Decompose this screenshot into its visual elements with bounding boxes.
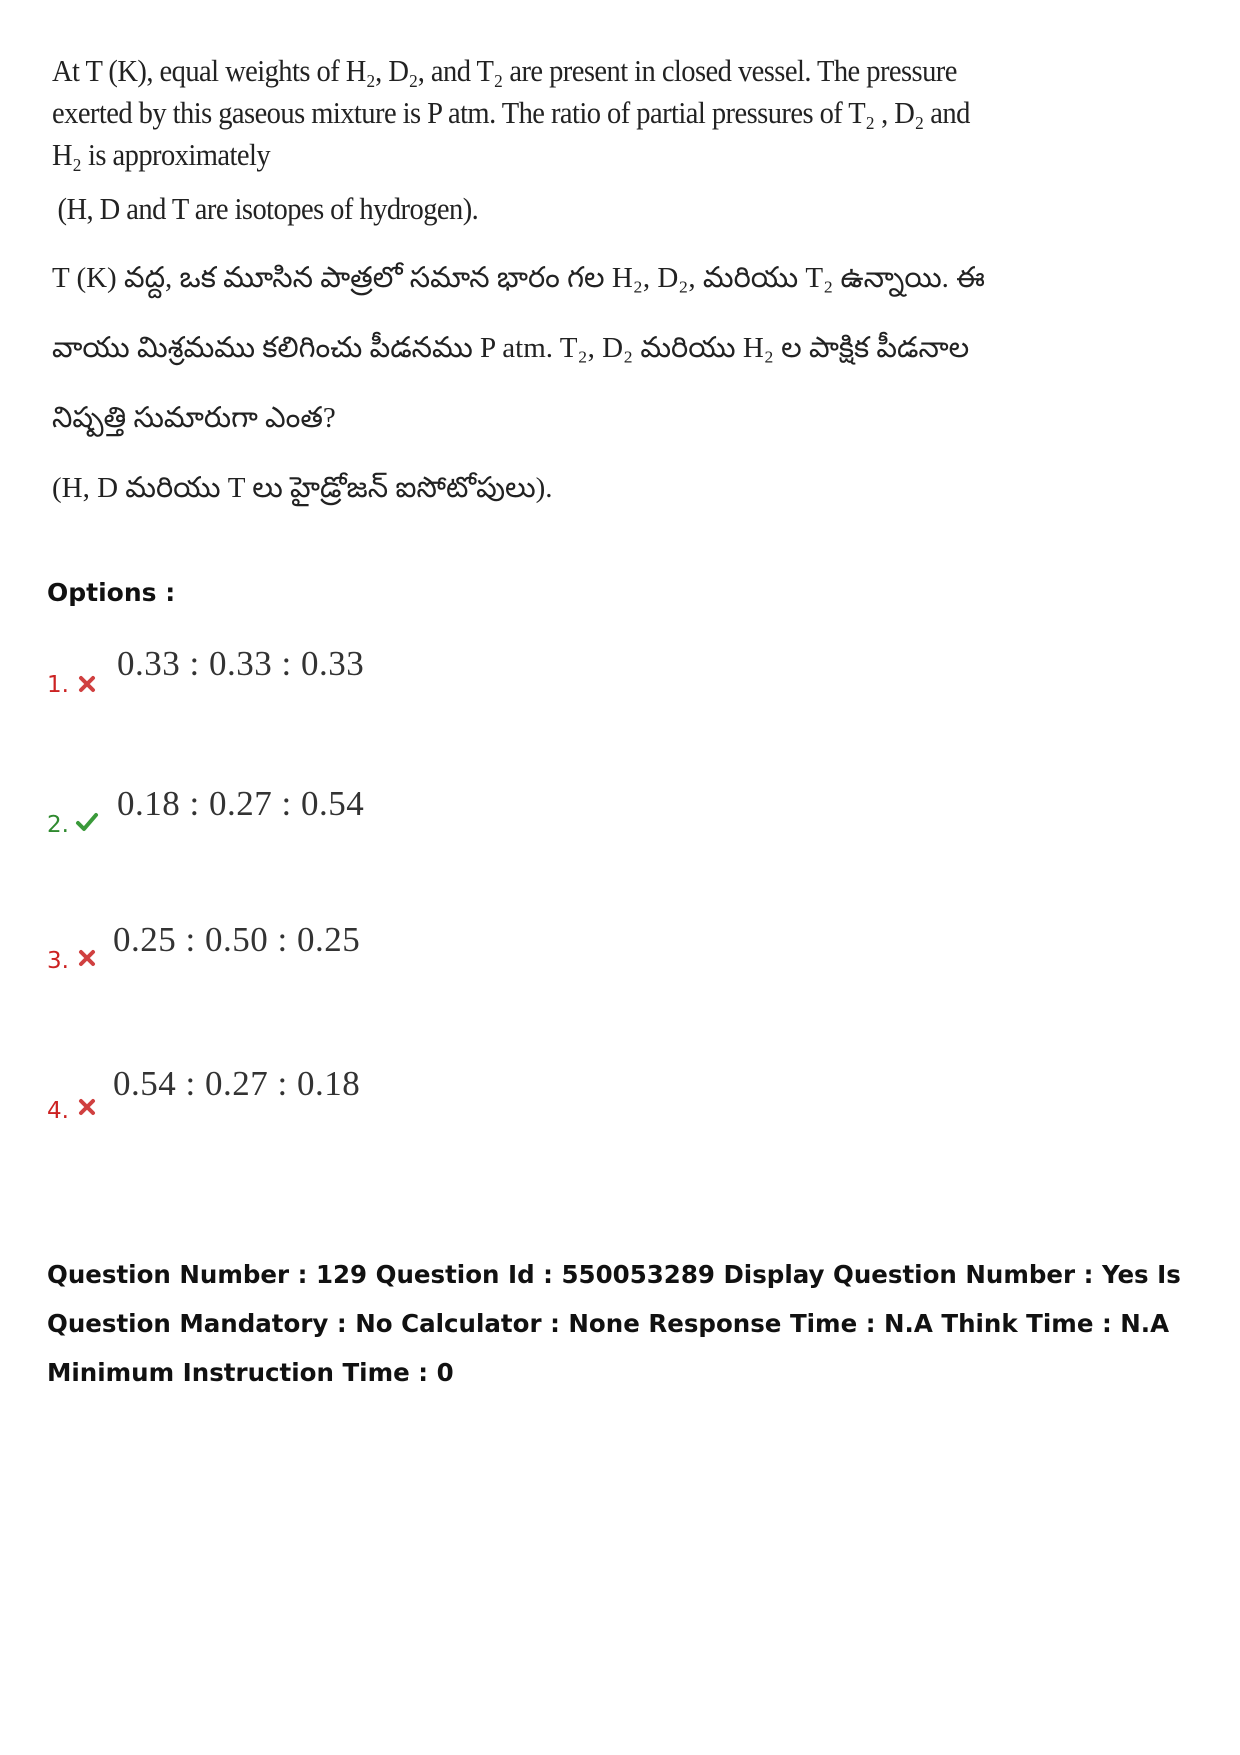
cross-icon — [75, 1095, 99, 1119]
cross-icon — [75, 672, 99, 696]
option-text: 0.25 : 0.50 : 0.25 — [113, 920, 361, 959]
option-text: 0.18 : 0.27 : 0.54 — [117, 784, 365, 823]
question-english-line: H₂ is approximately — [52, 137, 271, 172]
question-english — [52, 50, 972, 176]
question-telugu-line: వాయు మిశ్రమము కలిగించు పీడనము P atm. T₂, D₂ మరియు H₂ ల పాక్షిక పీడనాల — [52, 332, 970, 364]
question-telugu-line: (H, D మరియు T లు హైడ్రోజన్ ఐసోటోపులు). — [52, 472, 553, 504]
question-english-line: At T (K), equal weights of H₂, D₂, and T₂ are present in closed vessel. The pressure — [52, 53, 957, 88]
question-block — [52, 50, 985, 530]
option-text: 0.33 : 0.33 : 0.33 — [117, 644, 365, 683]
question-english-note: (H, D and T are isotopes of hydrogen). — [57, 191, 479, 226]
option-text: 0.54 : 0.27 : 0.18 — [113, 1064, 361, 1103]
option-number: 1. — [47, 672, 69, 698]
option-number: 2. — [47, 812, 69, 838]
option-number: 3. — [47, 948, 69, 974]
question-telugu-line: నిష్పత్తి సుమారుగా ఎంత? — [52, 402, 336, 434]
question-metadata: Question Number : 129 Question Id : 550053289 Display Question Number : Yes Is Question Mandatory : No Calculator : None Response Time : N.A Think Time : N.A Minimum Instruction Time : 0 — [47, 1260, 1181, 1387]
options-heading: Options : — [47, 578, 176, 607]
question-english-line: exerted by this gaseous mixture is P atm. The ratio of partial pressures of T₂ , D₂ and — [52, 95, 970, 130]
question-telugu-line: T (K) వద్ద, ఒక మూసిన పాత్రలో సమాన భారం గల H₂, D₂, మరియు T₂ ఉన్నాయి. ఈ — [52, 262, 985, 294]
question-telugu — [52, 250, 985, 530]
cross-icon — [75, 946, 99, 970]
check-icon — [75, 810, 99, 834]
option-number: 4. — [47, 1098, 69, 1124]
